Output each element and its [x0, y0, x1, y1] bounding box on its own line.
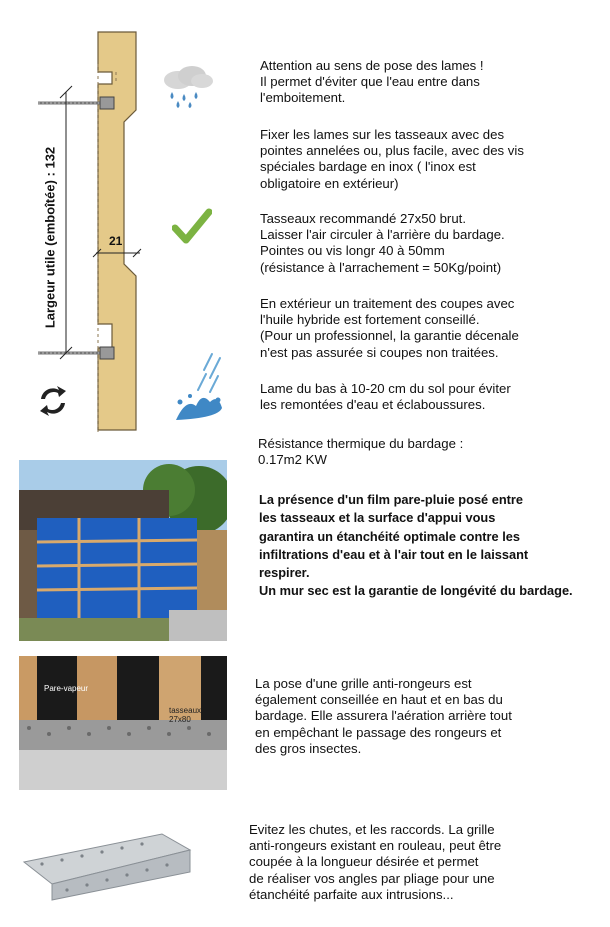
pare-vapeur-label: Pare-vapeur [44, 684, 89, 693]
dimension-label-21: 21 [109, 234, 123, 248]
height-dimension-line [60, 86, 72, 359]
rain-barrier-photo [19, 460, 227, 641]
dimension-label-132 [43, 128, 58, 348]
dimension-label-text: Largeur utile (emboîtée) : 132 [42, 146, 58, 329]
paragraph-thermal: Résistance thermique du bardage : 0.17m2 KW [258, 436, 464, 468]
grille-strip-photo [22, 832, 192, 902]
paragraph-roll: Evitez les chutes, et les raccords. La grille anti-rongeurs existant en rouleau, peut être coupée à la longueur désirée et permet de réaliser vos angles par pliage pour une étanchéité parfaite aux intrusions... [249, 822, 502, 902]
paragraph-grille: La pose d'une grille anti-rongeurs est également conseillée en haut et en bas du bardage. Elle assurera l'aération arrière tout en empêchant le passage des rongeurs et des gros insectes. [255, 676, 512, 756]
water-splash-icon [168, 350, 228, 426]
cladding-board [98, 32, 136, 430]
rain-cloud-icon [158, 66, 216, 108]
paragraph-rain-barrier: La présence d'un film pare-pluie posé entre les tasseaux et la surface d'appui vous garantira un étanchéité optimale contre les infiltrations d'eau et à l'air tout en le laissant respirer. Un mur sec est la garantie de longévité du bardage. [259, 492, 573, 599]
paragraph-treatment: En extérieur un traitement des coupes avec l'huile hybride est fortement conseillé. (Pour un professionnel, la garantie décenale n'est pas assurée si coupes non traitées. [260, 296, 519, 360]
paragraph-orientation: Attention au sens de pose des lames ! Il permet d'éviter que l'eau entre dans l'emboitement. [260, 58, 484, 106]
paragraph-battens: Tasseaux recommandé 27x50 brut. Laisser l'air circuler à l'arrière du bardage. Pointes ou vis longr 40 à 50mm (résistance à l'arrachement = 50Kg/point) [260, 211, 505, 275]
paragraph-bottom-board: Lame du bas à 10-20 cm du sol pour éviter les remontées d'eau et éclaboussures. [260, 381, 511, 413]
paragraph-fixing: Fixer les lames sur les tasseaux avec des pointes annelées ou, plus facile, avec des vis spéciales bardage en inox ( l'inox est obligatoire en extérieur) [260, 127, 524, 191]
check-icon [172, 208, 212, 244]
upper-screw [38, 97, 114, 109]
recycle-arrows-icon [35, 383, 71, 419]
grille-installed-photo [19, 656, 227, 790]
lower-screw [38, 347, 114, 359]
tasseaux-label: tasseaux 27x80 [169, 706, 202, 724]
